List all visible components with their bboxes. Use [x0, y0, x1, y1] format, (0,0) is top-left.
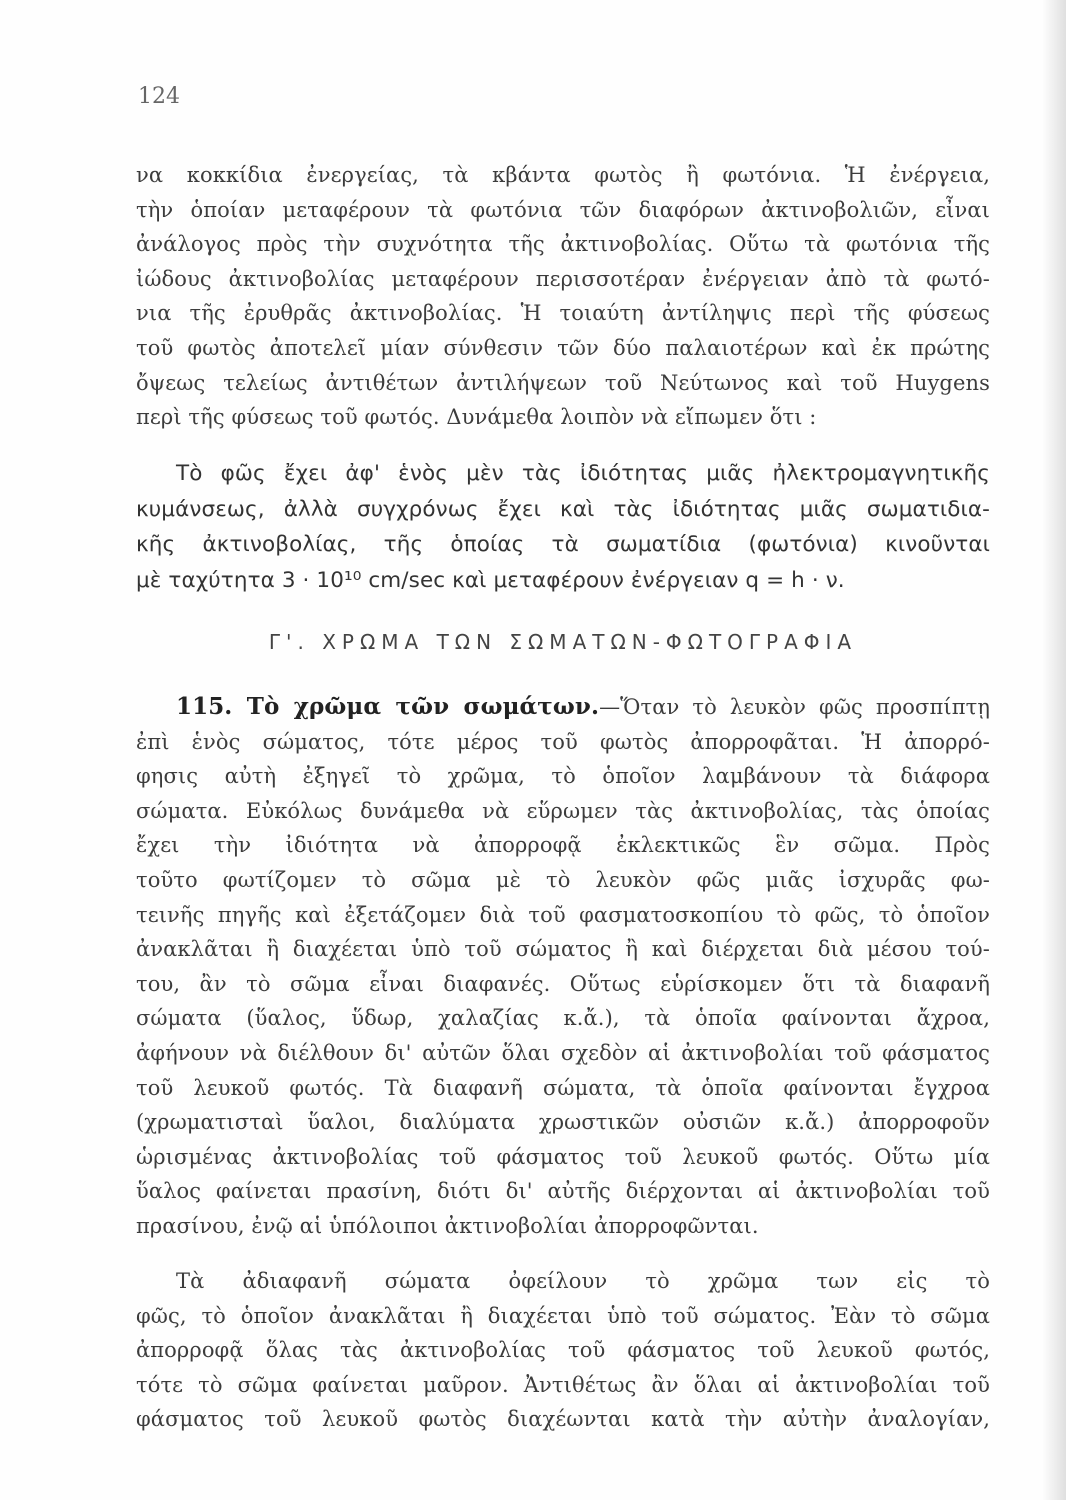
text-line: ἀπορροφᾷ ὅλας τὰς ἀκτινοβολίας τοῦ φάσματος τοῦ λευκοῦ φωτός, — [136, 1338, 990, 1363]
text-line: (χρωματισταὶ ὕαλοι, διαλύματα χρωστικῶν οὐσιῶν κ.ἄ.) ἀπορροφοῦν — [136, 1110, 990, 1135]
text-line: ἀφήνουν νὰ διέλθουν δι' αὐτῶν ὅλαι σχεδὸν αἱ ἀκτινοβολίαι τοῦ φάσματος — [136, 1040, 990, 1065]
text-line: Τὸ φῶς ἔχει ἀφ' ἑνὸς μὲν τὰς ἰδιότητας μιᾶς ἠλεκτρομαγνητικῆς — [176, 461, 990, 486]
text-line: φάσματος τοῦ λευκοῦ φωτὸς διαχέωνται κατὰ τὴν αὐτὴν ἀναλογίαν, — [136, 1407, 990, 1432]
text-line: ἰώδους ἀκτινοβολίας μεταφέρουν περισσοτέραν ἐνέργειαν ἀπὸ τὰ φωτό- — [136, 266, 990, 291]
paragraph-4 — [136, 1264, 990, 1437]
text-line: ὄψεως τελείως ἀντιθέτων ἀντιλήψεων τοῦ Νεύτωνος καὶ τοῦ Huygens — [136, 370, 990, 395]
text-line: ἀνάλογος πρὸς τὴν συχνότητα τῆς ἀκτινοβολίας. Οὕτω τὰ φωτόνια τῆς — [136, 232, 990, 257]
text-line: ὕαλος φαίνεται πρασίνη, διότι δι' αὐτῆς διέρχονται αἱ ἀκτινοβολίαι τοῦ — [136, 1179, 990, 1204]
paragraph-2-statement — [136, 456, 990, 598]
text-line: ἐπὶ ἑνὸς σώματος, τότε μέρος τοῦ φωτὸς ἀπορροφᾶται. Ἡ ἀπορρό- — [136, 729, 990, 754]
text-line: σώματα. Εὐκόλως δυνάμεθα νὰ εὕρωμεν τὰς ἀκτινοβολίας, τὰς ὁποίας — [136, 798, 990, 823]
text-line: τὴν ὁποίαν μεταφέρουν τὰ φωτόνια τῶν διαφόρων ἀκτινοβολιῶν, εἶναι — [136, 197, 990, 222]
text-line: τοῦ λευκοῦ φωτός. Τὰ διαφανῆ σώματα, τὰ ὁποῖα φαίνονται ἔγχροα — [136, 1075, 990, 1100]
text-line: κῆς ἀκτινοβολίας, τῆς ὁποίας τὰ σωματίδια (φωτόνια) κινοῦνται — [136, 532, 990, 557]
text-line: φησις αὐτὴ ἐξηγεῖ τὸ χρῶμα, τὸ ὁποῖον λαμβάνουν τὰ διάφορα — [136, 764, 990, 789]
text-line: Τὰ ἀδιαφανῆ σώματα ὀφείλουν τὸ χρῶμα των εἰς τὸ — [176, 1269, 990, 1293]
page-edge-shadow — [1042, 0, 1066, 1500]
text-line: μὲ ταχύτητα 3 · 10¹⁰ cm/sec καὶ μεταφέρουν ἐνέργειαν q = h · ν. — [136, 567, 845, 593]
section-115-title: 115. Τὸ χρῶμα τῶν σωμάτων. — [176, 693, 600, 720]
text-line: του, ἂν τὸ σῶμα εἶναι διαφανές. Οὕτως εὑρίσκομεν ὅτι τὰ διαφανῆ — [136, 971, 990, 996]
text-line: τοῦ φωτὸς ἀποτελεῖ μίαν σύνθεσιν τῶν δύο παλαιοτέρων καὶ ἐκ πρώτης — [136, 335, 990, 360]
text-line: περὶ τῆς φύσεως τοῦ φωτός. Δυνάμεθα λοιπὸν νὰ εἴπωμεν ὅτι : — [136, 405, 817, 430]
text-line: να κοκκίδια ἐνεργείας, τὰ κβάντα φωτὸς ἢ φωτόνια. Ἡ ἐνέργεια, — [136, 163, 990, 187]
text-line: ὡρισμένας ἀκτινοβολίας τοῦ φάσματος τοῦ λευκοῦ φωτός. Οὕτω μία — [136, 1144, 990, 1169]
section-115 — [136, 690, 990, 1244]
section-heading: Γ'. ΧΡΩΜΑ ΤΩΝ ΣΩΜΑΤΩΝ-ΦΩΤΟΓΡΑΦΙΑ — [268, 630, 858, 654]
section-115-first-line — [136, 690, 990, 725]
text-line: ἔχει τὴν ἰδιότητα νὰ ἀπορροφᾷ ἐκλεκτικῶς ἓν σῶμα. Πρὸς — [136, 833, 990, 858]
text-line: σώματα (ὕαλος, ὕδωρ, χαλαζίας κ.ἄ.), τὰ ὁποῖα φαίνονται ἄχροα, — [136, 1006, 990, 1031]
text-line: ἀνακλᾶται ἢ διαχέεται ὑπὸ τοῦ σώματος ἢ καὶ διέρχεται διὰ μέσου τού- — [136, 937, 990, 962]
text-line: πρασίνου, ἐνῷ αἱ ὑπόλοιποι ἀκτινοβολίαι ἀπορροφῶνται. — [136, 1213, 759, 1238]
text-line: τοῦτο φωτίζομεν τὸ σῶμα μὲ τὸ λευκὸν φῶς μιᾶς ἰσχυρᾶς φω- — [136, 867, 990, 892]
paragraph-1 — [136, 158, 990, 435]
text-line: κυμάνσεως, ἀλλὰ συγχρόνως ἔχει καὶ τὰς ἰδιότητας μιᾶς σωματιδια- — [136, 496, 990, 522]
section-115-first-line-rest: —Ὅταν τὸ λευκὸν φῶς προσπίπτῃ — [599, 695, 990, 719]
text-line: τεινῆς πηγῆς καὶ ἐξετάζομεν διὰ τοῦ φασματοσκοπίου τὸ φῶς, τὸ ὁποῖον — [136, 902, 990, 927]
text-line: τότε τὸ σῶμα φαίνεται μαῦρον. Ἀντιθέτως ἂν ὅλαι αἱ ἀκτινοβολίαι τοῦ — [136, 1372, 990, 1397]
page-number: 124 — [138, 84, 180, 109]
text-line: νια τῆς ἐρυθρᾶς ἀκτινοβολίας. Ἡ τοιαύτη ἀντίληψις περὶ τῆς φύσεως — [136, 301, 990, 326]
text-line: φῶς, τὸ ὁποῖον ἀνακλᾶται ἢ διαχέεται ὑπὸ τοῦ σώματος. Ἐὰν τὸ σῶμα — [136, 1303, 990, 1328]
